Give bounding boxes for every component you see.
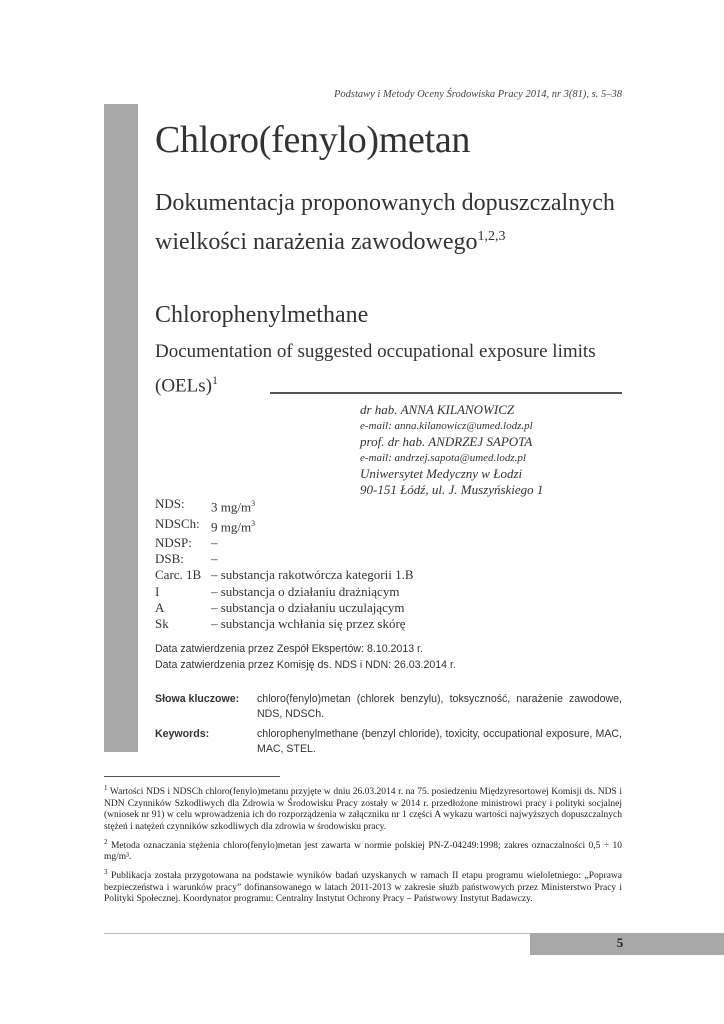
footnote [104,837,622,864]
value-label: NDSP: [155,535,192,551]
institution: Uniwersytet Medyczny w Łodzi [360,466,523,481]
keywords-english-label: Keywords: [155,728,210,740]
footnote-divider [104,776,280,777]
english-title: Chlorophenylmethane [155,302,369,328]
value-text: – [211,535,218,551]
author-2-email: e-mail: andrzej.sapota@umed.lodz.pl [360,452,526,464]
author-2-name: prof. dr hab. ANDRZEJ SAPOTA [360,434,533,449]
subtitle-text: Dokumentacja proponowanych dopuszczalnych wielkości narażenia zawodowego [155,190,615,255]
value-row [155,567,414,583]
footnotes [104,783,622,909]
value-text: – substancja o działaniu uczulającym [211,599,405,615]
footnote-text: Publikacja została przygotowana na podstawie wyników badań uzyskanych w ramach II etapu programu wieloletniego: „Poprawa bezpieczeństwa i warunków pracy” dofinansowanego w latach 2011-2013 w zakresie służb państwowych przez Ministerstwo Pracy i Polityki Społecznej. Koordynator programu: Centralny Instytut Ochrony Pracy – Państwowy Instytut Badawczy. [104,871,622,905]
keywords-english [155,727,622,756]
footnote-number: 2 [104,837,108,846]
english-subtitle-footnote-ref: 1 [211,373,218,387]
value-label: Carc. 1B [155,567,202,583]
approval-date-commission: Data zatwierdzenia przez Komisję ds. NDS i NDN: 26.03.2014 r. [155,659,456,671]
english-subtitle [155,338,625,400]
approval-date-experts: Data zatwierdzenia przez Zespół Ekspertów: 8.10.2013 r. [155,643,423,655]
author-1-email: e-mail: anna.kilanowicz@umed.lodz.pl [360,420,533,432]
value-text: – substancja wchłania się przez skórę [211,616,406,632]
approval-dates [155,641,456,673]
keywords-polish-label: Słowa kluczowe: [155,693,240,705]
value-row [155,535,414,551]
value-text: – substancja rakotwórcza kategorii 1.B [211,567,414,583]
journal-reference: Podstawy i Metody Oceny Środowiska Pracy 2014, nr 3(81), s. 5–38 [333,89,622,100]
english-subtitle-text: Documentation of suggested occupational exposure limits (OELs) [155,341,596,397]
authors-block [360,402,543,498]
value-row [155,496,414,516]
value-label: I [155,583,160,599]
footnote [104,867,622,906]
footnote-text: Wartości NDS i NDSCh chloro(fenylo)metanu przyjęte w dniu 26.03.2014 r. na 75. posiedzeniu Międzyresortowej Komisji ds. NDS i NDN Czynników Szkodliwych dla Zdrowia w Środowisku Pracy zostały w 2014 r. przedłożone ministrowi pracy i polityki socjalnej (wniosek nr 91) w celu wprowadzenia ich do rozporządzenia w załączniku nr 1 części A wykazu wartości najwyższych dopuszczalnych stężeń i natężeń czynników szkodliwych dla zdrowia w środowisku pracy. [104,787,622,832]
side-decoration-bar [104,104,138,752]
value-label: A [155,599,165,615]
subtitle-footnote-ref: 1,2,3 [477,229,506,244]
title-divider [270,392,622,394]
keywords-polish-text: chloro(fenylo)metan (chlorek benzylu), toksyczność, narażenie zawodowe, NDS, NDSCh. [257,693,622,720]
value-row [155,516,414,536]
value-text: 9 $mg/m^3$ [211,518,256,534]
value-text: 3 $mg/m^3$ [211,499,256,515]
institution-address: 90-151 Łódź, ul. J. Muszyńskiego 1 [360,482,544,497]
page-footer-line [104,933,530,934]
value-label: NDS: [155,496,185,511]
subtitle [155,186,615,259]
value-text: – [211,551,218,567]
page-number: 5 [616,935,624,950]
footnote-text: Metoda oznaczania stężenia chloro(fenylo)metan jest zawarta w normie polskiej PN-Z-04249:1998; zakres oznaczalności 0,5 ÷ 10 mg/m³. [104,840,622,863]
page-title: Chloro(fenylo)metan [155,119,471,161]
exposure-values [155,496,414,632]
value-row [155,584,414,600]
keywords-english-text: chlorophenylmethane (benzyl chloride), toxicity, occupational exposure, MAC, MAC, STEL. [257,728,622,755]
value-label: NDSCh: [155,515,200,531]
footnote-number: 3 [104,867,108,876]
value-label: Sk [155,616,169,632]
author-1-name: dr hab. ANNA KILANOWICZ [360,402,515,417]
value-text: – substancja o działaniu drażniącym [211,583,400,599]
value-row [155,600,414,616]
footnote-number: 1 [104,784,108,792]
footnote [104,783,622,834]
keywords-polish [155,692,622,721]
value-row [155,551,414,567]
value-label: DSB: [155,551,184,567]
value-row [155,616,414,632]
